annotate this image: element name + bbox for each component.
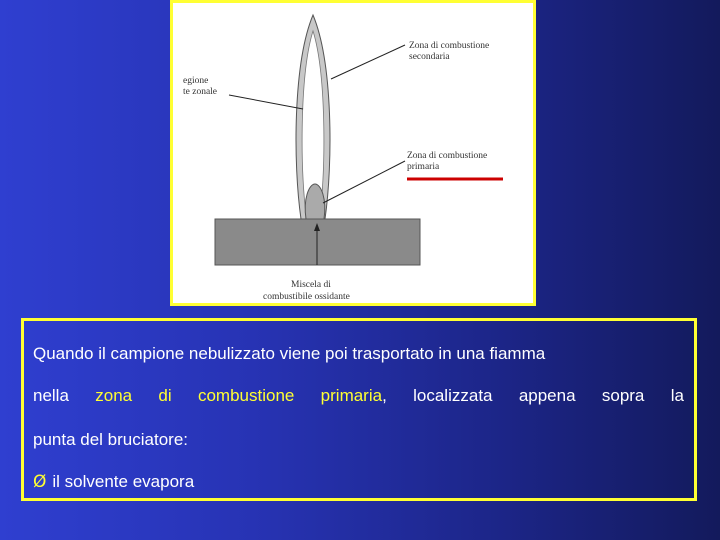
interzonal-label-2: te zonale bbox=[183, 87, 218, 97]
text-line-3: punta del bruciatore: bbox=[33, 430, 188, 449]
mixture-label-1: Miscela di bbox=[291, 280, 331, 290]
flame-diagram-frame bbox=[170, 0, 536, 306]
highlight-word: di bbox=[158, 386, 172, 405]
explanation-box bbox=[21, 318, 697, 501]
bullet-item bbox=[33, 472, 684, 492]
text-line-1: Quando il campione nebulizzato viene poi trasportato in una fiamma bbox=[33, 344, 546, 363]
secondary-zone-label-2: secondaria bbox=[409, 52, 450, 62]
word: sopra bbox=[601, 386, 645, 405]
text-line-2 bbox=[33, 386, 684, 406]
word: nella bbox=[33, 386, 69, 405]
highlight-word-with-comma: primaria, bbox=[320, 386, 387, 405]
highlight-word: combustione bbox=[197, 386, 295, 405]
highlight-word: zona bbox=[95, 386, 133, 405]
highlight-word: primaria bbox=[320, 386, 383, 405]
bullet-text: il solvente evapora bbox=[52, 472, 195, 491]
flame-diagram bbox=[173, 3, 533, 303]
arrow-bullet-icon: Ø bbox=[33, 472, 47, 492]
word: appena bbox=[518, 386, 576, 405]
secondary-zone-leader bbox=[331, 45, 405, 79]
primary-zone-label-1: Zona di combustione bbox=[407, 151, 488, 161]
mixture-label-2: combustibile ossidante bbox=[263, 292, 350, 302]
word: localizzata bbox=[413, 386, 493, 405]
interzonal-leader bbox=[229, 95, 303, 109]
secondary-zone-label-1: Zona di combustione bbox=[409, 41, 490, 51]
interzonal-label-1: egione bbox=[183, 76, 209, 86]
word: la bbox=[670, 386, 684, 405]
primary-zone-label-2: primaria bbox=[407, 162, 440, 172]
primary-zone-leader bbox=[323, 161, 405, 203]
